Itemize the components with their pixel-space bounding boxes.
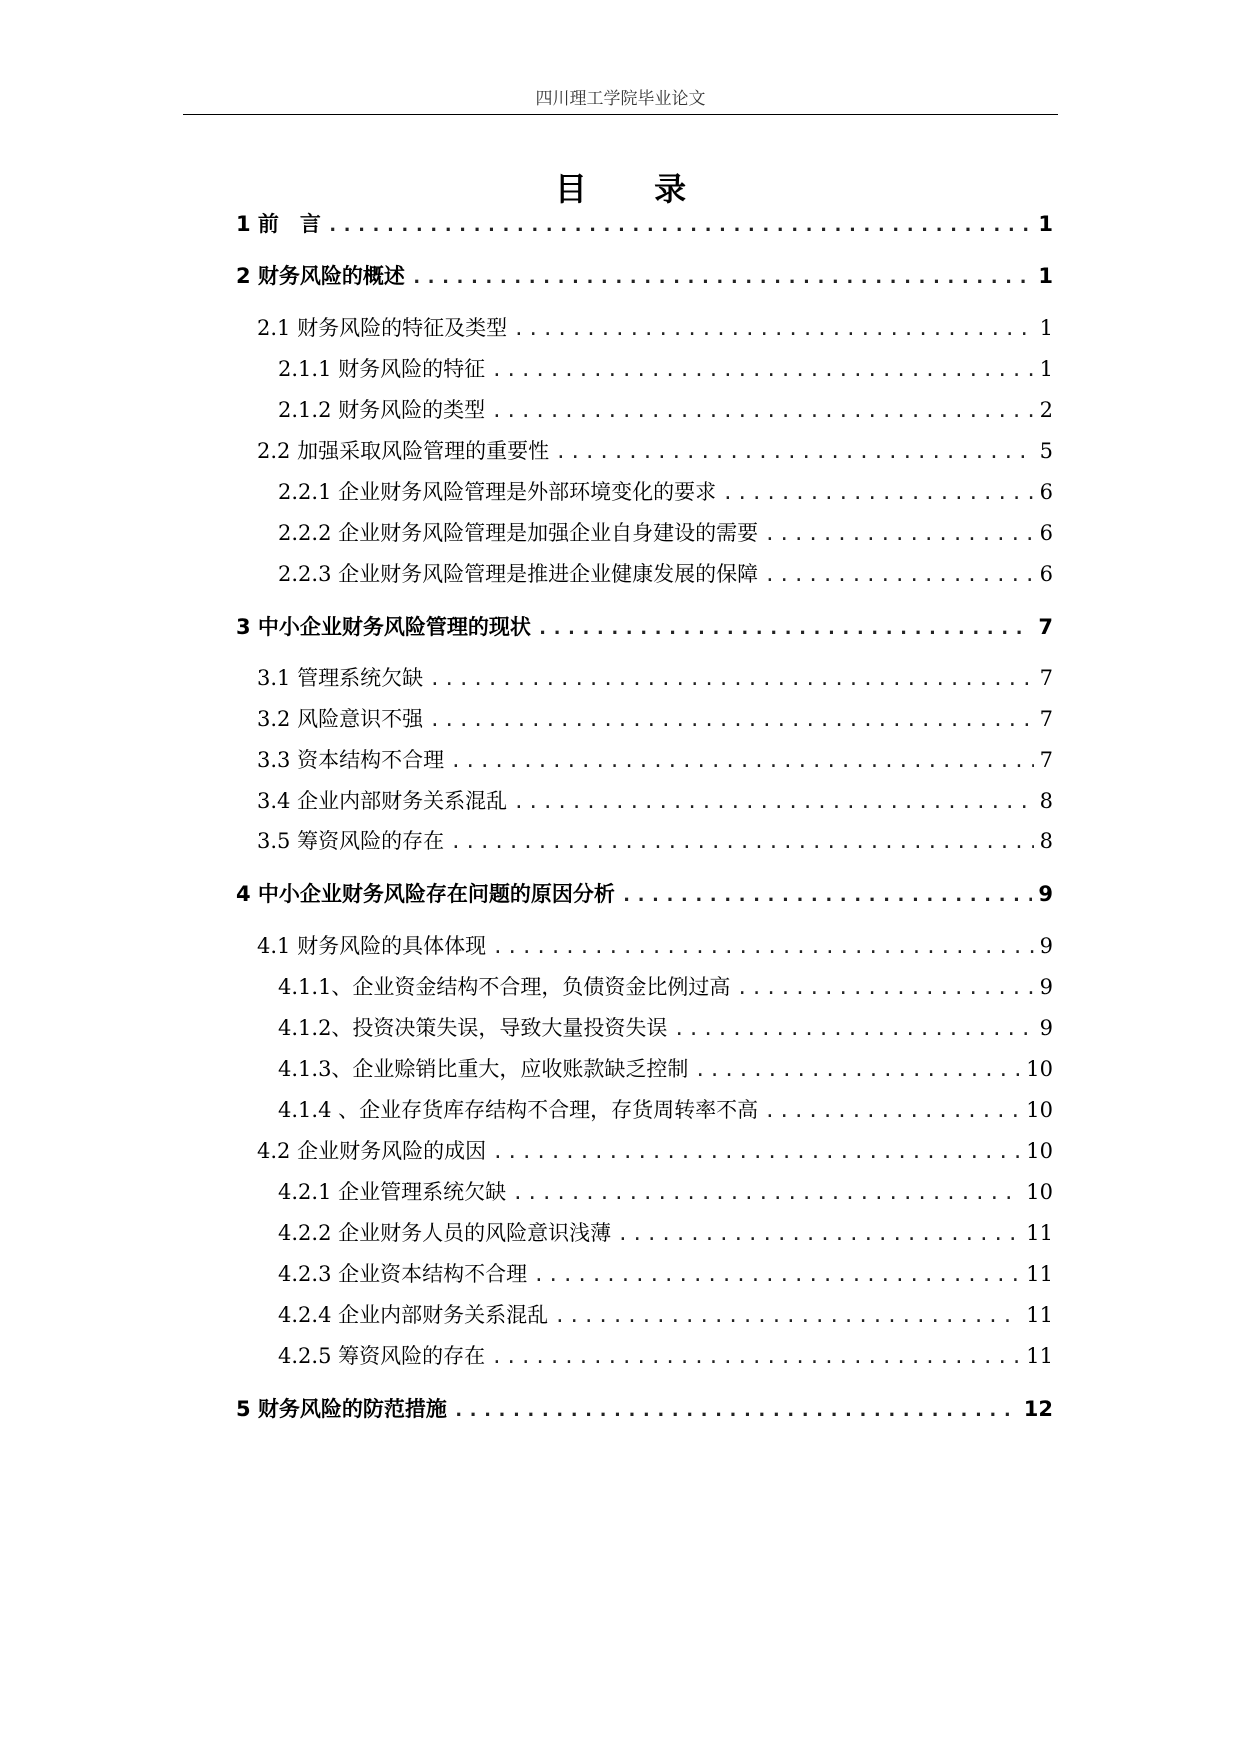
toc-entry-label: 3.5 筹资风险的存在 — [257, 829, 445, 853]
toc-entry[interactable] — [236, 208, 1053, 240]
toc-entry[interactable] — [278, 1299, 1053, 1331]
toc-entry-label: 4.1.3、企业赊销比重大，应收账款缺乏控制 — [278, 1057, 689, 1081]
toc-entry-page: 7 — [1039, 707, 1053, 731]
toc-entry-page: 10 — [1026, 1180, 1053, 1204]
dot-leader — [617, 1223, 1020, 1245]
toc-entry-label: 2.2.2 企业财务风险管理是加强企业自身建设的需要 — [278, 521, 759, 545]
dot-leader — [411, 266, 1032, 288]
toc-entry[interactable] — [257, 703, 1053, 735]
toc-entry-page: 6 — [1039, 562, 1053, 586]
toc-entry-label: 4.2.3 企业资本结构不合理 — [278, 1262, 528, 1286]
toc-entry[interactable] — [278, 1217, 1053, 1249]
toc-entry-page: 8 — [1039, 789, 1053, 813]
toc-entry-page: 11 — [1026, 1303, 1053, 1327]
toc-entry-label: 5 财务风险的防范措施 — [236, 1397, 447, 1421]
toc-entry-label: 3 中小企业财务风险管理的现状 — [236, 615, 531, 639]
toc-entry-page: 10 — [1026, 1139, 1053, 1163]
toc-entry-page: 12 — [1023, 1397, 1053, 1421]
toc-entry-label: 3.3 资本结构不合理 — [257, 748, 445, 772]
toc-entry[interactable] — [278, 394, 1053, 426]
dot-leader — [453, 1399, 1018, 1421]
toc-entry-page: 5 — [1039, 439, 1053, 463]
toc-entry[interactable] — [278, 476, 1053, 508]
toc-entry[interactable] — [236, 611, 1053, 643]
dot-leader — [492, 1141, 1020, 1163]
dot-leader — [450, 750, 1034, 772]
toc-entry-page: 11 — [1026, 1262, 1053, 1286]
toc-entry-label: 4.2.1 企业管理系统欠缺 — [278, 1180, 507, 1204]
toc-entry[interactable] — [278, 1340, 1053, 1372]
dot-leader — [491, 359, 1034, 381]
toc-entry-label: 4.2.5 筹资风险的存在 — [278, 1344, 486, 1368]
toc-entry-label: 4 中小企业财务风险存在问题的原因分析 — [236, 882, 615, 906]
toc-entry[interactable] — [257, 825, 1053, 857]
toc-entry[interactable] — [278, 1053, 1053, 1085]
toc-entry[interactable] — [236, 1393, 1053, 1425]
toc-entry-label: 4.1.4 、企业存货库存结构不合理，存货周转率不高 — [278, 1098, 759, 1122]
dot-leader — [736, 977, 1033, 999]
toc-entry-label: 3.4 企业内部财务关系混乱 — [257, 789, 508, 813]
dot-leader — [492, 936, 1034, 958]
dot-leader — [537, 617, 1032, 639]
toc-entry-page: 9 — [1039, 1016, 1053, 1040]
toc-entry-label: 3.1 管理系统欠缺 — [257, 666, 424, 690]
dot-leader — [554, 1305, 1020, 1327]
toc-entry[interactable] — [278, 558, 1053, 590]
toc-entry[interactable] — [278, 971, 1053, 1003]
dot-leader — [429, 668, 1034, 690]
toc-entry[interactable] — [257, 744, 1053, 776]
toc-entry-page: 7 — [1039, 748, 1053, 772]
dot-leader — [429, 709, 1034, 731]
toc-entry[interactable] — [278, 353, 1053, 385]
toc-entry-label: 4.1 财务风险的具体体现 — [257, 934, 487, 958]
dot-leader — [450, 831, 1034, 853]
toc-entry-label: 2.1.2 财务风险的类型 — [278, 398, 486, 422]
toc-entry-label: 2.2.3 企业财务风险管理是推进企业健康发展的保障 — [278, 562, 759, 586]
dot-leader — [555, 441, 1034, 463]
toc-entry-label: 4.1.1、企业资金结构不合理，负债资金比例过高 — [278, 975, 731, 999]
toc-entry-page: 10 — [1026, 1057, 1053, 1081]
toc-entry-page: 7 — [1039, 666, 1053, 690]
dot-leader — [621, 884, 1032, 906]
dot-leader — [513, 791, 1034, 813]
toc-entry-page: 10 — [1026, 1098, 1053, 1122]
toc-entry[interactable] — [278, 1176, 1053, 1208]
dot-leader — [491, 400, 1034, 422]
toc-entry-page: 1 — [1039, 357, 1053, 381]
dot-leader — [512, 1182, 1020, 1204]
toc-entry-page: 6 — [1039, 480, 1053, 504]
toc-entry[interactable] — [236, 878, 1053, 910]
toc-entry[interactable] — [236, 260, 1053, 292]
toc-entry-page: 1 — [1038, 264, 1053, 288]
toc-entry[interactable] — [257, 662, 1053, 694]
dot-leader — [722, 482, 1034, 504]
toc-entry-label: 2 财务风险的概述 — [236, 264, 405, 288]
toc-entry[interactable] — [257, 435, 1053, 467]
toc-entry-page: 9 — [1038, 882, 1053, 906]
toc-entry-page: 11 — [1026, 1344, 1053, 1368]
toc-entry[interactable] — [257, 1135, 1053, 1167]
toc-entry[interactable] — [257, 785, 1053, 817]
toc-entry[interactable] — [257, 312, 1053, 344]
toc-entry-label: 4.2.2 企业财务人员的风险意识浅薄 — [278, 1221, 612, 1245]
toc-entry-page: 9 — [1039, 975, 1053, 999]
toc-entry-page: 9 — [1039, 934, 1053, 958]
toc-entry-label: 1 前 言 — [236, 212, 321, 236]
toc-entry-page: 1 — [1038, 212, 1053, 236]
toc-entry-label: 2.1.1 财务风险的特征 — [278, 357, 486, 381]
dot-leader — [533, 1264, 1020, 1286]
toc-entry[interactable] — [257, 930, 1053, 962]
toc-entry-page: 1 — [1039, 316, 1053, 340]
toc-entry-label: 2.1 财务风险的特征及类型 — [257, 316, 508, 340]
toc-entry-label: 4.2 企业财务风险的成因 — [257, 1139, 487, 1163]
dot-leader — [491, 1346, 1020, 1368]
toc-entry-label: 2.2 加强采取风险管理的重要性 — [257, 439, 550, 463]
dot-leader — [764, 1100, 1020, 1122]
page-title: 目 录 — [554, 170, 715, 208]
dot-leader — [694, 1059, 1020, 1081]
toc-entry[interactable] — [278, 1258, 1053, 1290]
dot-leader — [513, 318, 1034, 340]
toc-entry-label: 4.2.4 企业内部财务关系混乱 — [278, 1303, 549, 1327]
toc-entry[interactable] — [278, 517, 1053, 549]
toc-entry-label: 4.1.2、投资决策失误，导致大量投资失误 — [278, 1016, 668, 1040]
page-header: 四川理工学院毕业论文 — [535, 89, 706, 109]
toc-entry-page: 11 — [1026, 1221, 1053, 1245]
toc-entry-page: 7 — [1038, 615, 1053, 639]
toc-entry-label: 2.2.1 企业财务风险管理是外部环境变化的要求 — [278, 480, 717, 504]
dot-leader — [673, 1018, 1033, 1040]
dot-leader — [764, 564, 1034, 586]
toc-entry-page: 8 — [1039, 829, 1053, 853]
toc-entry-page: 6 — [1039, 521, 1053, 545]
dot-leader — [764, 523, 1034, 545]
toc-entry[interactable] — [278, 1012, 1053, 1044]
toc-entry-label: 3.2 风险意识不强 — [257, 707, 424, 731]
toc-entry-page: 2 — [1039, 398, 1053, 422]
toc-entry[interactable] — [278, 1094, 1053, 1126]
dot-leader — [327, 214, 1032, 236]
